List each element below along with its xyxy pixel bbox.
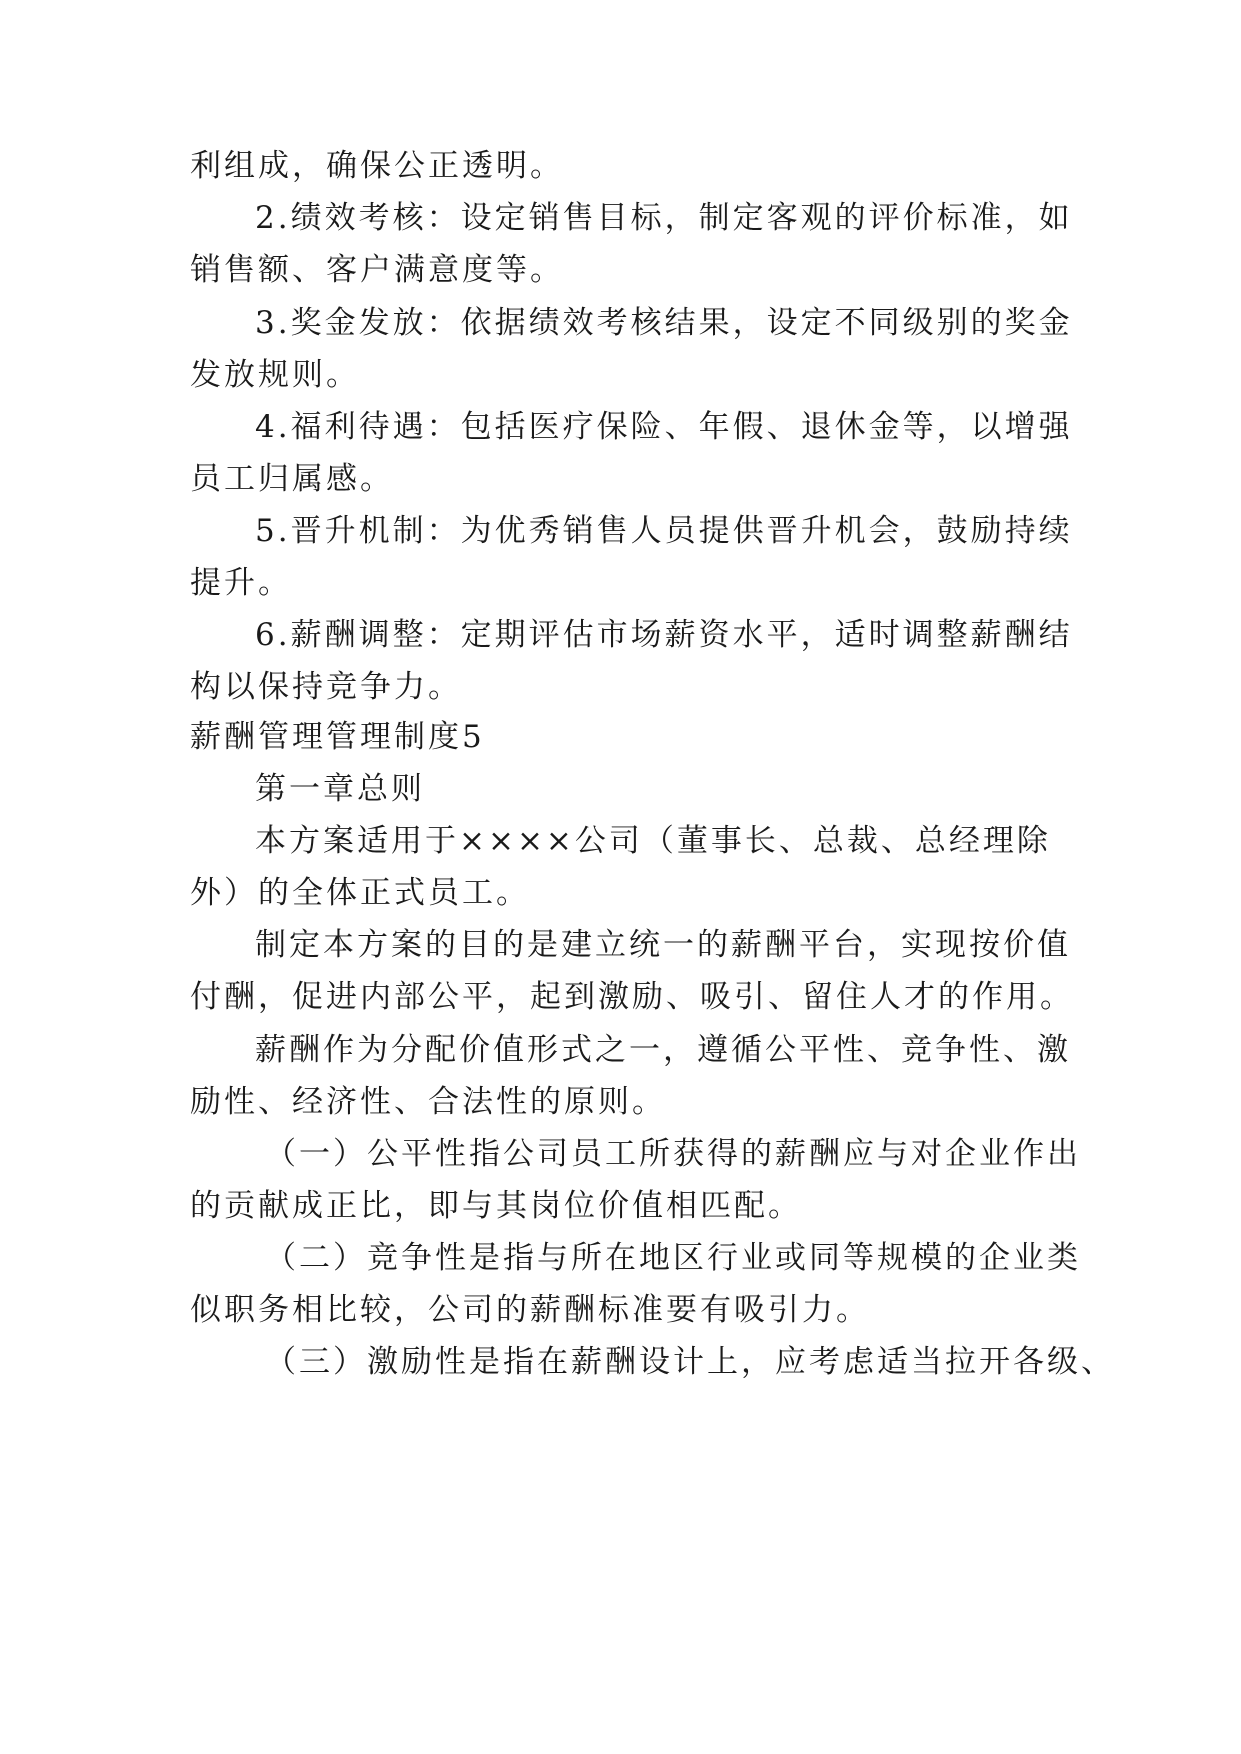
text-line: 利组成，确保公正透明。 bbox=[190, 148, 564, 184]
text-line: 发放规则。 bbox=[190, 357, 360, 393]
text-line: 员工归属感。 bbox=[190, 461, 394, 497]
text-line: 付酬，促进内部公平，起到激励、吸引、留住人才的作用。 bbox=[190, 979, 1074, 1015]
text-line: 构以保持竞争力。 bbox=[190, 669, 462, 705]
paragraph-line: 薪酬作为分配价值形式之一，遵循公平性、竞争性、激 bbox=[255, 1032, 1071, 1068]
section-title: 薪酬管理管理制度5 bbox=[190, 719, 485, 755]
list-item-bonus: 3.奖金发放：依据绩效考核结果，设定不同级别的奖金 bbox=[255, 305, 1073, 341]
text-line: 励性、经济性、合法性的原则。 bbox=[190, 1084, 666, 1120]
list-item-performance: 2.绩效考核：设定销售目标，制定客观的评价标准，如 bbox=[255, 200, 1073, 236]
chapter-heading: 第一章总则 bbox=[255, 771, 425, 807]
principle-competitiveness: （二）竞争性是指与所在地区行业或同等规模的企业类 bbox=[265, 1240, 1081, 1276]
text-line: 提升。 bbox=[190, 565, 292, 601]
list-item-benefits: 4.福利待遇：包括医疗保险、年假、退休金等，以增强 bbox=[255, 409, 1073, 445]
list-item-adjustment: 6.薪酬调整：定期评估市场薪资水平，适时调整薪酬结 bbox=[255, 617, 1073, 653]
paragraph-line: 制定本方案的目的是建立统一的薪酬平台，实现按价值 bbox=[255, 927, 1071, 963]
list-item-promotion: 5.晋升机制：为优秀销售人员提供晋升机会，鼓励持续 bbox=[255, 513, 1073, 549]
text-line: 似职务相比较，公司的薪酬标准要有吸引力。 bbox=[190, 1292, 870, 1328]
text-line: 外）的全体正式员工。 bbox=[190, 875, 530, 911]
paragraph-line: 本方案适用于××××公司（董事长、总裁、总经理除 bbox=[255, 823, 1051, 859]
principle-fairness: （一）公平性指公司员工所获得的薪酬应与对企业作出 bbox=[265, 1136, 1081, 1172]
principle-incentive: （三）激励性是指在薪酬设计上，应考虑适当拉开各级、 bbox=[265, 1344, 1115, 1380]
text-line: 销售额、客户满意度等。 bbox=[190, 252, 564, 288]
text-line: 的贡献成正比，即与其岗位价值相匹配。 bbox=[190, 1188, 802, 1224]
